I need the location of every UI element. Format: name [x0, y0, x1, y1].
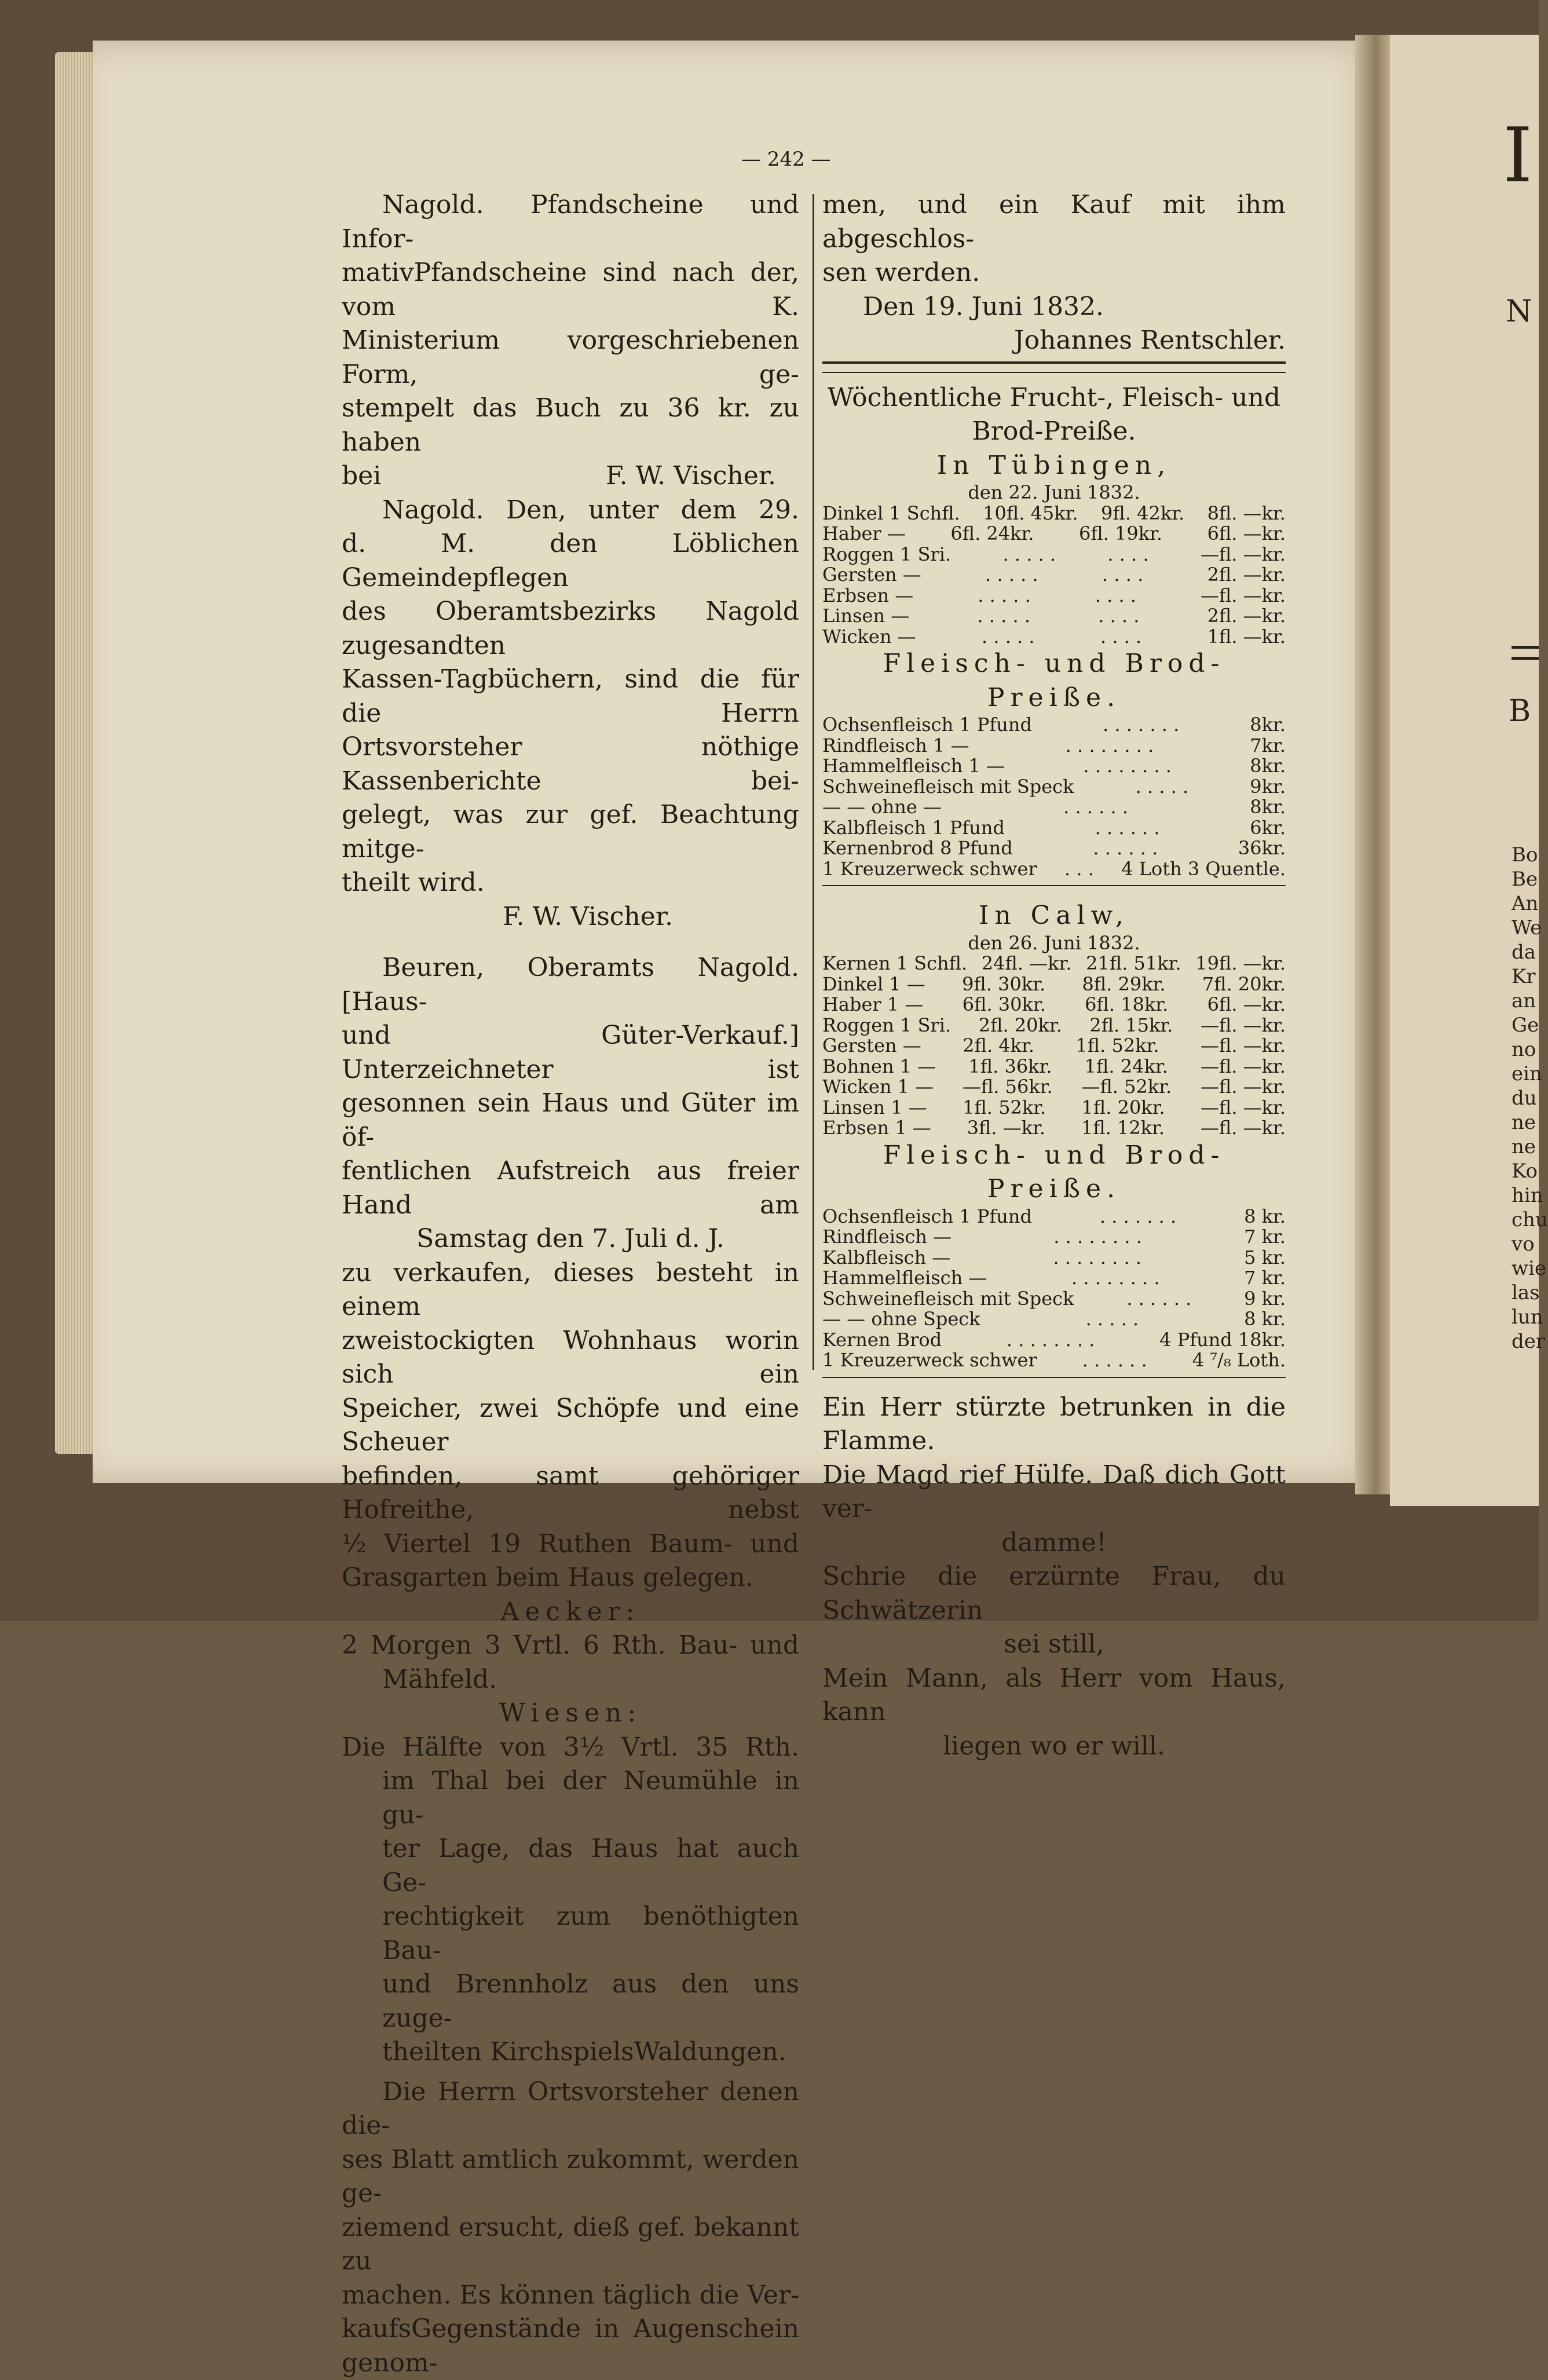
leader-dots: . . . . . . . . — [1006, 1328, 1095, 1351]
leader-dots: . . . . . . — [1126, 1287, 1192, 1310]
grain-price: . . . . — [1100, 625, 1142, 648]
leader-dots: . . . . . . . . — [1071, 1267, 1160, 1289]
grain-price: 8fl. —kr. — [1207, 502, 1286, 524]
grain-price: 6fl. 18kr. — [1085, 993, 1169, 1015]
signature: F. W. Vischer. — [605, 461, 776, 491]
meat-table-tuebingen — [822, 715, 1286, 879]
fragment-word: vo — [1512, 1233, 1535, 1256]
meat-row — [822, 859, 1286, 880]
sale-date: Samstag den 7. Juli d. J. — [416, 1224, 724, 1253]
meat-row — [822, 736, 1286, 756]
grain-price: —fl. —kr. — [1200, 1096, 1286, 1118]
fragment-word: wie — [1512, 1257, 1547, 1280]
meat-item: Kalbfleisch 1 Pfund — [822, 816, 1005, 839]
grain-row — [822, 524, 1286, 544]
text-line: ter Lage, das Haus hat auch Ge- — [382, 1834, 799, 1898]
text-line: kaufsGegenstände in Augenschein genom- — [342, 2314, 799, 2378]
grain-item: Haber — — [822, 522, 906, 544]
ad-beuren-verkauf — [342, 951, 799, 2380]
grain-price: 8fl. 29kr. — [1082, 973, 1166, 995]
grain-price: 6fl. 19kr. — [1078, 522, 1163, 544]
meat-row — [822, 756, 1286, 777]
meat-row — [822, 1289, 1286, 1310]
grain-price: 24fl. —kr. — [981, 952, 1072, 974]
text-line: Die Herrn Ortsvorsteher denen die- — [342, 2076, 799, 2140]
grain-row — [822, 953, 1286, 974]
leader-dots: . . . . . — [1085, 1308, 1139, 1330]
text-line: theilt wird. — [342, 868, 485, 897]
grain-price: —fl. —kr. — [1200, 584, 1286, 606]
meat-item: — — ohne — — [822, 796, 942, 818]
text-line: ½ Viertel 19 Ruthen Baum- und — [342, 1529, 799, 1559]
leader-dots: . . . — [1064, 857, 1094, 880]
meat-heading-tuebingen: Fleisch- und Brod-Preiße. — [883, 649, 1225, 712]
grain-row — [822, 995, 1286, 1015]
leader-dots: . . . . . . . — [1103, 714, 1180, 736]
grain-table-calw — [822, 953, 1286, 1139]
meat-item: Schweinefleisch mit Speck — [822, 775, 1074, 798]
heading-aecker: Aecker: — [500, 1596, 641, 1626]
grain-price: 2fl. 20kr. — [978, 1014, 1062, 1036]
grain-item: Roggen 1 Sri. — [822, 543, 952, 565]
grain-price: 10fl. 45kr. — [983, 502, 1078, 524]
fragment-word: ne — [1512, 1111, 1536, 1134]
fragment-word: an — [1512, 989, 1536, 1012]
meat-row — [822, 777, 1286, 798]
grain-row — [822, 1015, 1286, 1036]
right-column — [822, 188, 1286, 1763]
text-line: machen. Es können täglich die Ver- — [342, 2280, 799, 2310]
grain-price: 3fl. —kr. — [967, 1117, 1046, 1139]
meat-item: Rindfleisch 1 — — [822, 734, 969, 756]
grain-price: 1fl. 52kr. — [1075, 1034, 1159, 1056]
meat-price: 9kr. — [1250, 775, 1286, 798]
grain-price: 19fl. —kr. — [1195, 952, 1286, 974]
grain-price: . . . . . — [982, 625, 1035, 648]
leader-dots: . . . . . . . . — [1053, 1226, 1142, 1248]
ad-nagold-pfandscheine — [342, 188, 799, 493]
meat-row — [822, 818, 1286, 839]
ad-nagold-kassen — [342, 493, 799, 934]
meat-item: Ochsenfleisch 1 Pfund — [822, 1205, 1032, 1227]
grain-row — [822, 1056, 1286, 1077]
meat-item: Schweinefleisch mit Speck — [822, 1287, 1074, 1310]
fragment-word: Kr — [1512, 965, 1536, 988]
meat-item: Kernen Brod — [822, 1328, 942, 1351]
leader-dots: . . . . . . . . — [1065, 734, 1154, 756]
poem-line: Ein Herr stürzte betrunken in die Flamme. — [822, 1392, 1286, 1456]
spacer — [342, 934, 799, 951]
grain-price: 9fl. 42kr. — [1101, 502, 1185, 524]
grain-row — [822, 627, 1286, 648]
grain-price: . . . . — [1107, 543, 1149, 565]
leader-dots: . . . . . . — [1063, 796, 1129, 818]
grain-price: 2fl. —kr. — [1207, 605, 1286, 627]
grain-row — [822, 1098, 1286, 1118]
grain-item: Erbsen 1 — — [822, 1117, 931, 1139]
page-number: — 242 — — [741, 148, 831, 171]
text-line: Ortsvorsteher nöthige Kassenberichte bei- — [342, 732, 799, 796]
meat-row — [822, 1207, 1286, 1227]
text-line: theilten KirchspielsWaldungen. — [382, 2037, 786, 2067]
grain-row — [822, 586, 1286, 606]
section-rule — [822, 361, 1286, 373]
meat-price: 4 ⁷/₈ Loth. — [1192, 1349, 1286, 1371]
text-line: Die Hälfte von 3½ Vrtl. 35 Rth. — [342, 1732, 799, 1762]
place-tuebingen: In Tübingen, — [936, 450, 1172, 480]
meat-row — [822, 1330, 1286, 1351]
grain-row — [822, 1077, 1286, 1098]
fragment-letter: N — [1506, 294, 1532, 329]
poem-line: sei still, — [1004, 1629, 1104, 1659]
fragment-word: An — [1512, 892, 1539, 915]
meat-item: Rindfleisch — — [822, 1226, 952, 1248]
prices-heading: Wöchentliche Frucht-, Fleisch- und — [827, 382, 1281, 412]
grain-price: . . . . . — [978, 584, 1031, 606]
meat-price: 8kr. — [1250, 755, 1286, 777]
fragment-word: Be — [1512, 868, 1538, 891]
grain-item: Gersten — — [822, 1034, 921, 1056]
meat-row — [822, 1248, 1286, 1268]
fragment-word: We — [1512, 916, 1542, 939]
text-line: men, und ein Kauf mit ihm abgeschlos- — [822, 190, 1286, 254]
poem-line: Mein Mann, als Herr vom Haus, kann — [822, 1663, 1286, 1727]
grain-price: 7fl. 20kr. — [1202, 973, 1286, 995]
grain-price: . . . . — [1102, 564, 1144, 586]
grain-row — [822, 565, 1286, 586]
grain-item: Erbsen — — [822, 584, 914, 606]
fragment-word: no — [1512, 1038, 1536, 1061]
poem-line: liegen wo er will. — [943, 1731, 1165, 1761]
grain-price: 6fl. —kr. — [1207, 522, 1286, 544]
text-line: und Brennholz aus den uns zuge- — [382, 1969, 799, 2033]
grain-row — [822, 974, 1286, 995]
grain-price: . . . . — [1098, 605, 1140, 627]
grain-item: Gersten — — [822, 564, 921, 586]
fragment-word: ein — [1512, 1062, 1542, 1085]
fragment-word: ne — [1512, 1135, 1536, 1158]
text-line: Mähfeld. — [382, 1664, 497, 1694]
meat-item: Kernenbrod 8 Pfund — [822, 837, 1013, 859]
leader-dots: . . . . . . — [1082, 1349, 1147, 1371]
text-line: d. M. den Löblichen Gemeindepflegen — [342, 529, 799, 593]
fragment-word: der — [1512, 1330, 1546, 1353]
meat-price: 4 Pfund 18kr. — [1159, 1328, 1286, 1351]
grain-item: Wicken — — [822, 625, 916, 648]
text-line: gesonnen sein Haus und Güter im öf- — [342, 1088, 799, 1152]
fragment-word: du — [1512, 1087, 1537, 1110]
leader-dots: . . . . . . — [1095, 816, 1160, 839]
fragment-word: da — [1512, 941, 1536, 964]
grain-price: —fl. —kr. — [1200, 1117, 1286, 1139]
meat-item: Hammelfleisch 1 — — [822, 755, 1005, 777]
meat-price: 8kr. — [1250, 796, 1286, 818]
grain-row — [822, 1118, 1286, 1139]
leader-dots: . . . . . . . . — [1053, 1246, 1142, 1268]
grain-price: —fl. —kr. — [1200, 1076, 1286, 1098]
meat-row — [822, 715, 1286, 736]
meat-price: 6kr. — [1250, 816, 1286, 839]
grain-item: Wicken 1 — — [822, 1076, 934, 1098]
fragment-initial: I — [1503, 111, 1533, 199]
text-line: fentlichen Aufstreich aus freier Hand am — [342, 1156, 799, 1220]
heading-wiesen: Wiesen: — [499, 1698, 642, 1728]
text-line: rechtigkeit zum benöthigten Bau- — [382, 1902, 799, 1965]
meat-row — [822, 1227, 1286, 1248]
meat-row — [822, 1268, 1286, 1289]
grain-row — [822, 1036, 1286, 1056]
fragment-word: lun — [1512, 1306, 1543, 1329]
grain-price: 1fl. 20kr. — [1081, 1096, 1165, 1118]
text-line: stempelt das Buch zu 36 kr. zu haben — [342, 393, 799, 457]
text-line: Nagold. Pfandscheine und Infor- — [342, 190, 799, 254]
meat-price: 7 kr. — [1244, 1267, 1286, 1289]
signature: F. W. Vischer. — [502, 901, 673, 931]
meat-price: 5 kr. — [1244, 1246, 1286, 1268]
date-tuebingen: den 22. Juni 1832. — [968, 481, 1140, 503]
fragment-letter: B — [1509, 694, 1531, 729]
poem-line: Die Magd rief Hülfe. Daß dich Gott ver- — [822, 1460, 1286, 1523]
meat-row — [822, 838, 1286, 859]
text-line: 2 Morgen 3 Vrtl. 6 Rth. Bau- und — [342, 1630, 799, 1660]
section-rule — [822, 885, 1286, 886]
text-fragment: bei — [342, 461, 382, 491]
grain-price: 2fl. —kr. — [1207, 564, 1286, 586]
meat-price: 7 kr. — [1244, 1226, 1286, 1248]
meat-price: 36kr. — [1238, 837, 1286, 859]
fragment-word: las — [1512, 1281, 1540, 1304]
meat-price: 8 kr. — [1244, 1205, 1286, 1227]
fragment-word: Ge — [1512, 1014, 1539, 1037]
text-line: des Oberamtsbezirks Nagold zugesandten — [342, 597, 799, 660]
meat-item: Hammelfleisch — — [822, 1267, 987, 1289]
grain-price: 9fl. 30kr. — [962, 973, 1046, 995]
grain-price: —fl. 56kr. — [962, 1076, 1053, 1098]
poem-line: Schrie die erzürnte Frau, du Schwätzerin — [822, 1562, 1286, 1625]
meat-price: 8kr. — [1250, 714, 1286, 736]
fragment-word: Ko — [1512, 1160, 1538, 1183]
prices-heading-2: Brod-Preiße. — [972, 416, 1136, 446]
meat-row — [822, 797, 1286, 818]
leader-dots: . . . . . . — [1093, 837, 1158, 859]
fragment-word: chu — [1512, 1208, 1548, 1231]
notice-date: Den 19. Juni 1832. — [863, 291, 1104, 321]
grain-price: . . . . . — [1002, 543, 1056, 565]
meat-row — [822, 1309, 1286, 1330]
grain-item: Bohnen 1 — — [822, 1055, 936, 1077]
grain-price: 1fl. 36kr. — [968, 1055, 1052, 1077]
signature: Johannes Rentschler. — [1013, 326, 1286, 355]
meat-item: Ochsenfleisch 1 Pfund — [822, 714, 1032, 736]
grain-item: Kernen 1 Schfl. — [822, 952, 968, 974]
grain-price: 6fl. —kr. — [1207, 993, 1286, 1015]
meat-item: Kalbfleisch — — [822, 1246, 951, 1268]
meat-item: — — ohne Speck — [822, 1308, 980, 1330]
meat-price: 9 kr. — [1244, 1287, 1286, 1310]
grain-item: Dinkel 1 — — [822, 973, 925, 995]
leader-dots: . . . . . — [1135, 775, 1189, 798]
text-line: im Thal bei der Neumühle in gu- — [382, 1766, 799, 1830]
text-line: zweistockigten Wohnhaus worin sich ein — [342, 1325, 799, 1389]
grain-row — [822, 503, 1286, 524]
place-calw: In Calw, — [978, 901, 1130, 930]
poem — [822, 1391, 1286, 1764]
grain-price: 2fl. 4kr. — [963, 1034, 1034, 1056]
text-line: Ministerium vorgeschriebenen Form, ge- — [342, 326, 799, 389]
spacer — [342, 2070, 799, 2075]
fragment-rule — [1512, 646, 1539, 660]
meat-price: 4 Loth 3 Quentle. — [1121, 857, 1286, 880]
text-line: ses Blatt amtlich zukommt, werden ge- — [342, 2144, 799, 2208]
grain-price: 1fl. 24kr. — [1084, 1055, 1168, 1077]
section-rule — [822, 1377, 1286, 1378]
grain-item: Dinkel 1 Schfl. — [822, 502, 960, 524]
grain-price: . . . . — [1095, 584, 1136, 606]
text-line: Nagold. Den, unter dem 29. — [382, 495, 799, 525]
leader-dots: . . . . . . . . — [1083, 755, 1172, 777]
text-line — [342, 459, 799, 493]
grain-table-tuebingen — [822, 503, 1286, 648]
grain-item: Linsen 1 — — [822, 1096, 927, 1118]
grain-price: 1fl. 12kr. — [1081, 1117, 1165, 1139]
leader-dots: . . . . . . . — [1099, 1205, 1177, 1227]
text-line: Speicher, zwei Schöpfe und eine Scheuer — [342, 1393, 799, 1457]
grain-price: 2fl. 15kr. — [1089, 1014, 1173, 1036]
grain-price: 21fl. 51kr. — [1086, 952, 1181, 974]
grain-price: —fl. —kr. — [1200, 543, 1286, 565]
left-column — [342, 188, 799, 2380]
text-line: und Güter-Verkauf.] Unterzeichneter ist — [342, 1021, 799, 1084]
grain-price: —fl. —kr. — [1200, 1034, 1286, 1056]
fragment-words — [1512, 843, 1548, 1354]
text-line: mativPfandscheine sind nach der, vom K. — [342, 258, 799, 321]
meat-item: 1 Kreuzerweck schwer — [822, 1349, 1037, 1371]
meat-price: 7kr. — [1250, 734, 1286, 756]
grain-price: —fl. —kr. — [1200, 1055, 1286, 1077]
text-line: sen werden. — [822, 258, 980, 287]
text-line: befinden, samt gehöriger Hofreithe, nebst — [342, 1461, 799, 1524]
grain-price: —fl. 52kr. — [1081, 1076, 1172, 1098]
meat-table-calw — [822, 1207, 1286, 1371]
text-line: ziemend ersucht, dieß gef. bekannt zu — [342, 2212, 799, 2276]
grain-price: 6fl. 24kr. — [950, 522, 1034, 544]
grain-price: 6fl. 30kr. — [962, 993, 1046, 1015]
column-divider — [813, 194, 814, 1370]
grain-price: . . . . . — [977, 605, 1030, 627]
grain-price: —fl. —kr. — [1200, 1014, 1286, 1036]
grain-row — [822, 606, 1286, 627]
grain-item: Linsen — — [822, 605, 910, 627]
meat-row — [822, 1350, 1286, 1371]
text-line: zu verkaufen, dieses besteht in einem — [342, 1257, 799, 1321]
grain-price: 1fl. —kr. — [1207, 625, 1286, 648]
grain-price: . . . . . — [985, 564, 1038, 586]
text-line: gelegt, was zur gef. Beachtung mitge- — [342, 800, 799, 864]
grain-item: Roggen 1 Sri. — [822, 1014, 952, 1036]
grain-row — [822, 544, 1286, 565]
meat-heading-calw: Fleisch- und Brod-Preiße. — [883, 1140, 1225, 1204]
fragment-word: Bo — [1512, 843, 1538, 867]
meat-price: 8 kr. — [1244, 1308, 1286, 1330]
date-calw: den 26. Juni 1832. — [968, 931, 1140, 954]
text-line: Beuren, Oberamts Nagold. [Haus- — [342, 953, 799, 1017]
text-line: Kassen-Tagbüchern, sind die für die Herrn — [342, 664, 799, 728]
grain-price: 1fl. 52kr. — [963, 1096, 1046, 1118]
meat-item: 1 Kreuzerweck schwer — [822, 857, 1037, 880]
grain-item: Haber 1 — — [822, 993, 924, 1015]
poem-line: damme! — [1001, 1527, 1107, 1558]
fragment-word: hin — [1512, 1184, 1543, 1207]
text-line: Grasgarten beim Haus gelegen. — [342, 1563, 753, 1592]
